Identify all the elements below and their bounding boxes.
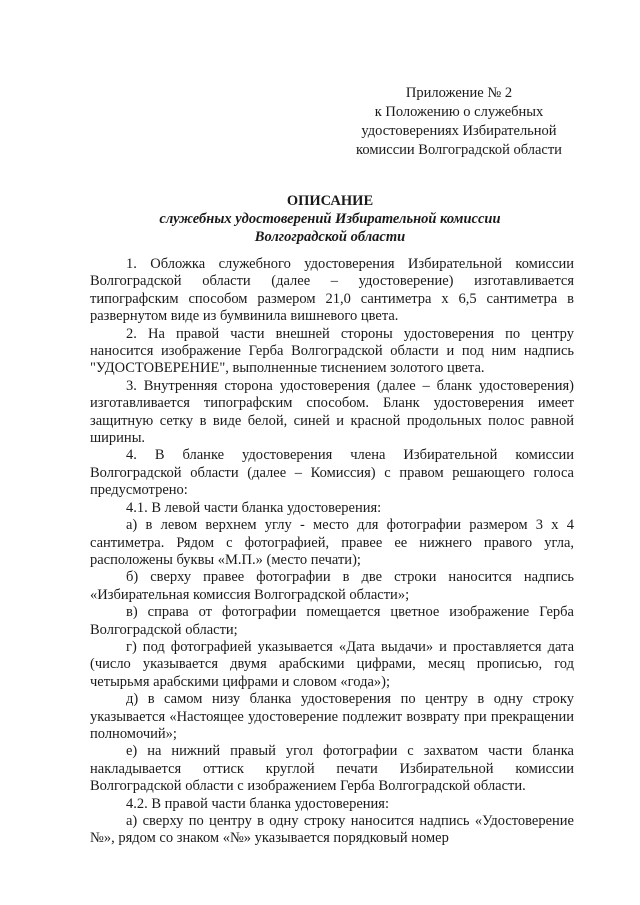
paragraph: 1. Обложка служебного удостоверения Избирательной комиссии Волгоградской области (далее – удостоверение) изготавливается типографским способом размером 21,0 сантиметра х 6,5 сантиметра в развернутом виде из бумвинила вишневого цвета.	[90, 256, 574, 325]
paragraph: е) на нижний правый угол фотографии с захватом части бланка накладывается оттиск круглой печати Избирательной комиссии Волгоградской области с изображением Герба Волгоградской области.	[90, 743, 574, 795]
paragraph: г) под фотографией указывается «Дата выдачи» и проставляется дата (число указывается двумя арабскими цифрами, месяц прописью, год четырьмя арабскими цифрами и словом «года»);	[90, 638, 574, 690]
title-line-3: Волгоградской области	[254, 229, 406, 245]
paragraph: а) сверху по центру в одну строку наносится надпись «Удостоверение №», рядом со знаком «№» указывается порядковый номер	[90, 813, 574, 847]
paragraph: 4. В бланке удостоверения члена Избирательной комиссии Волгоградской области (далее – Комиссия) с правом решающего голоса предусмотрено:	[90, 447, 574, 499]
title-line-1: ОПИСАНИЕ	[286, 193, 374, 209]
paragraph: 4.2. В правой части бланка удостоверения:	[126, 795, 389, 812]
appendix-line-2: к Положению о служебных	[374, 104, 544, 120]
paragraph: б) сверху правее фотографии в две строки наносится надпись «Избирательная комиссия Волгоградской области»;	[90, 569, 574, 603]
paragraph: 2. На правой части внешней стороны удостоверения по центру наносится изображение Герба Волгоградской области и под ним надпись "УДОСТОВЕРЕНИЕ", выполненные тиснением золотого цвета.	[90, 325, 574, 377]
paragraph: в) справа от фотографии помещается цветное изображение Герба Волгоградской области;	[90, 604, 574, 638]
appendix-line-4: комиссии Волгоградской области	[356, 142, 562, 158]
paragraph: д) в самом низу бланка удостоверения по центру в одну строку указывается «Настоящее удостоверение подлежит возврату при прекращении полномочий»;	[90, 691, 574, 742]
appendix-line-3: удостоверениях Избирательной	[361, 123, 557, 139]
title-line-2: служебных удостоверений Избирательной комиссии	[159, 211, 501, 227]
paragraph: а) в левом верхнем углу - место для фотографии размером 3 х 4 сантиметра. Рядом с фотографией, правее ее нижнего правого угла, расположены буквы «М.П.» (место печати);	[90, 517, 574, 568]
appendix-header	[344, 84, 574, 160]
paragraph: 3. Внутренняя сторона удостоверения (далее – бланк удостоверения) изготавливается типографским способом. Бланк удостоверения имеет защитную сетку в виде белой, синей и красной продольных полос равной ширины.	[90, 377, 574, 447]
paragraph: 4.1. В левой части бланка удостоверения:	[126, 499, 382, 516]
document-body	[90, 256, 574, 848]
appendix-line-1: Приложение № 2	[405, 85, 513, 101]
document-title	[60, 192, 600, 246]
